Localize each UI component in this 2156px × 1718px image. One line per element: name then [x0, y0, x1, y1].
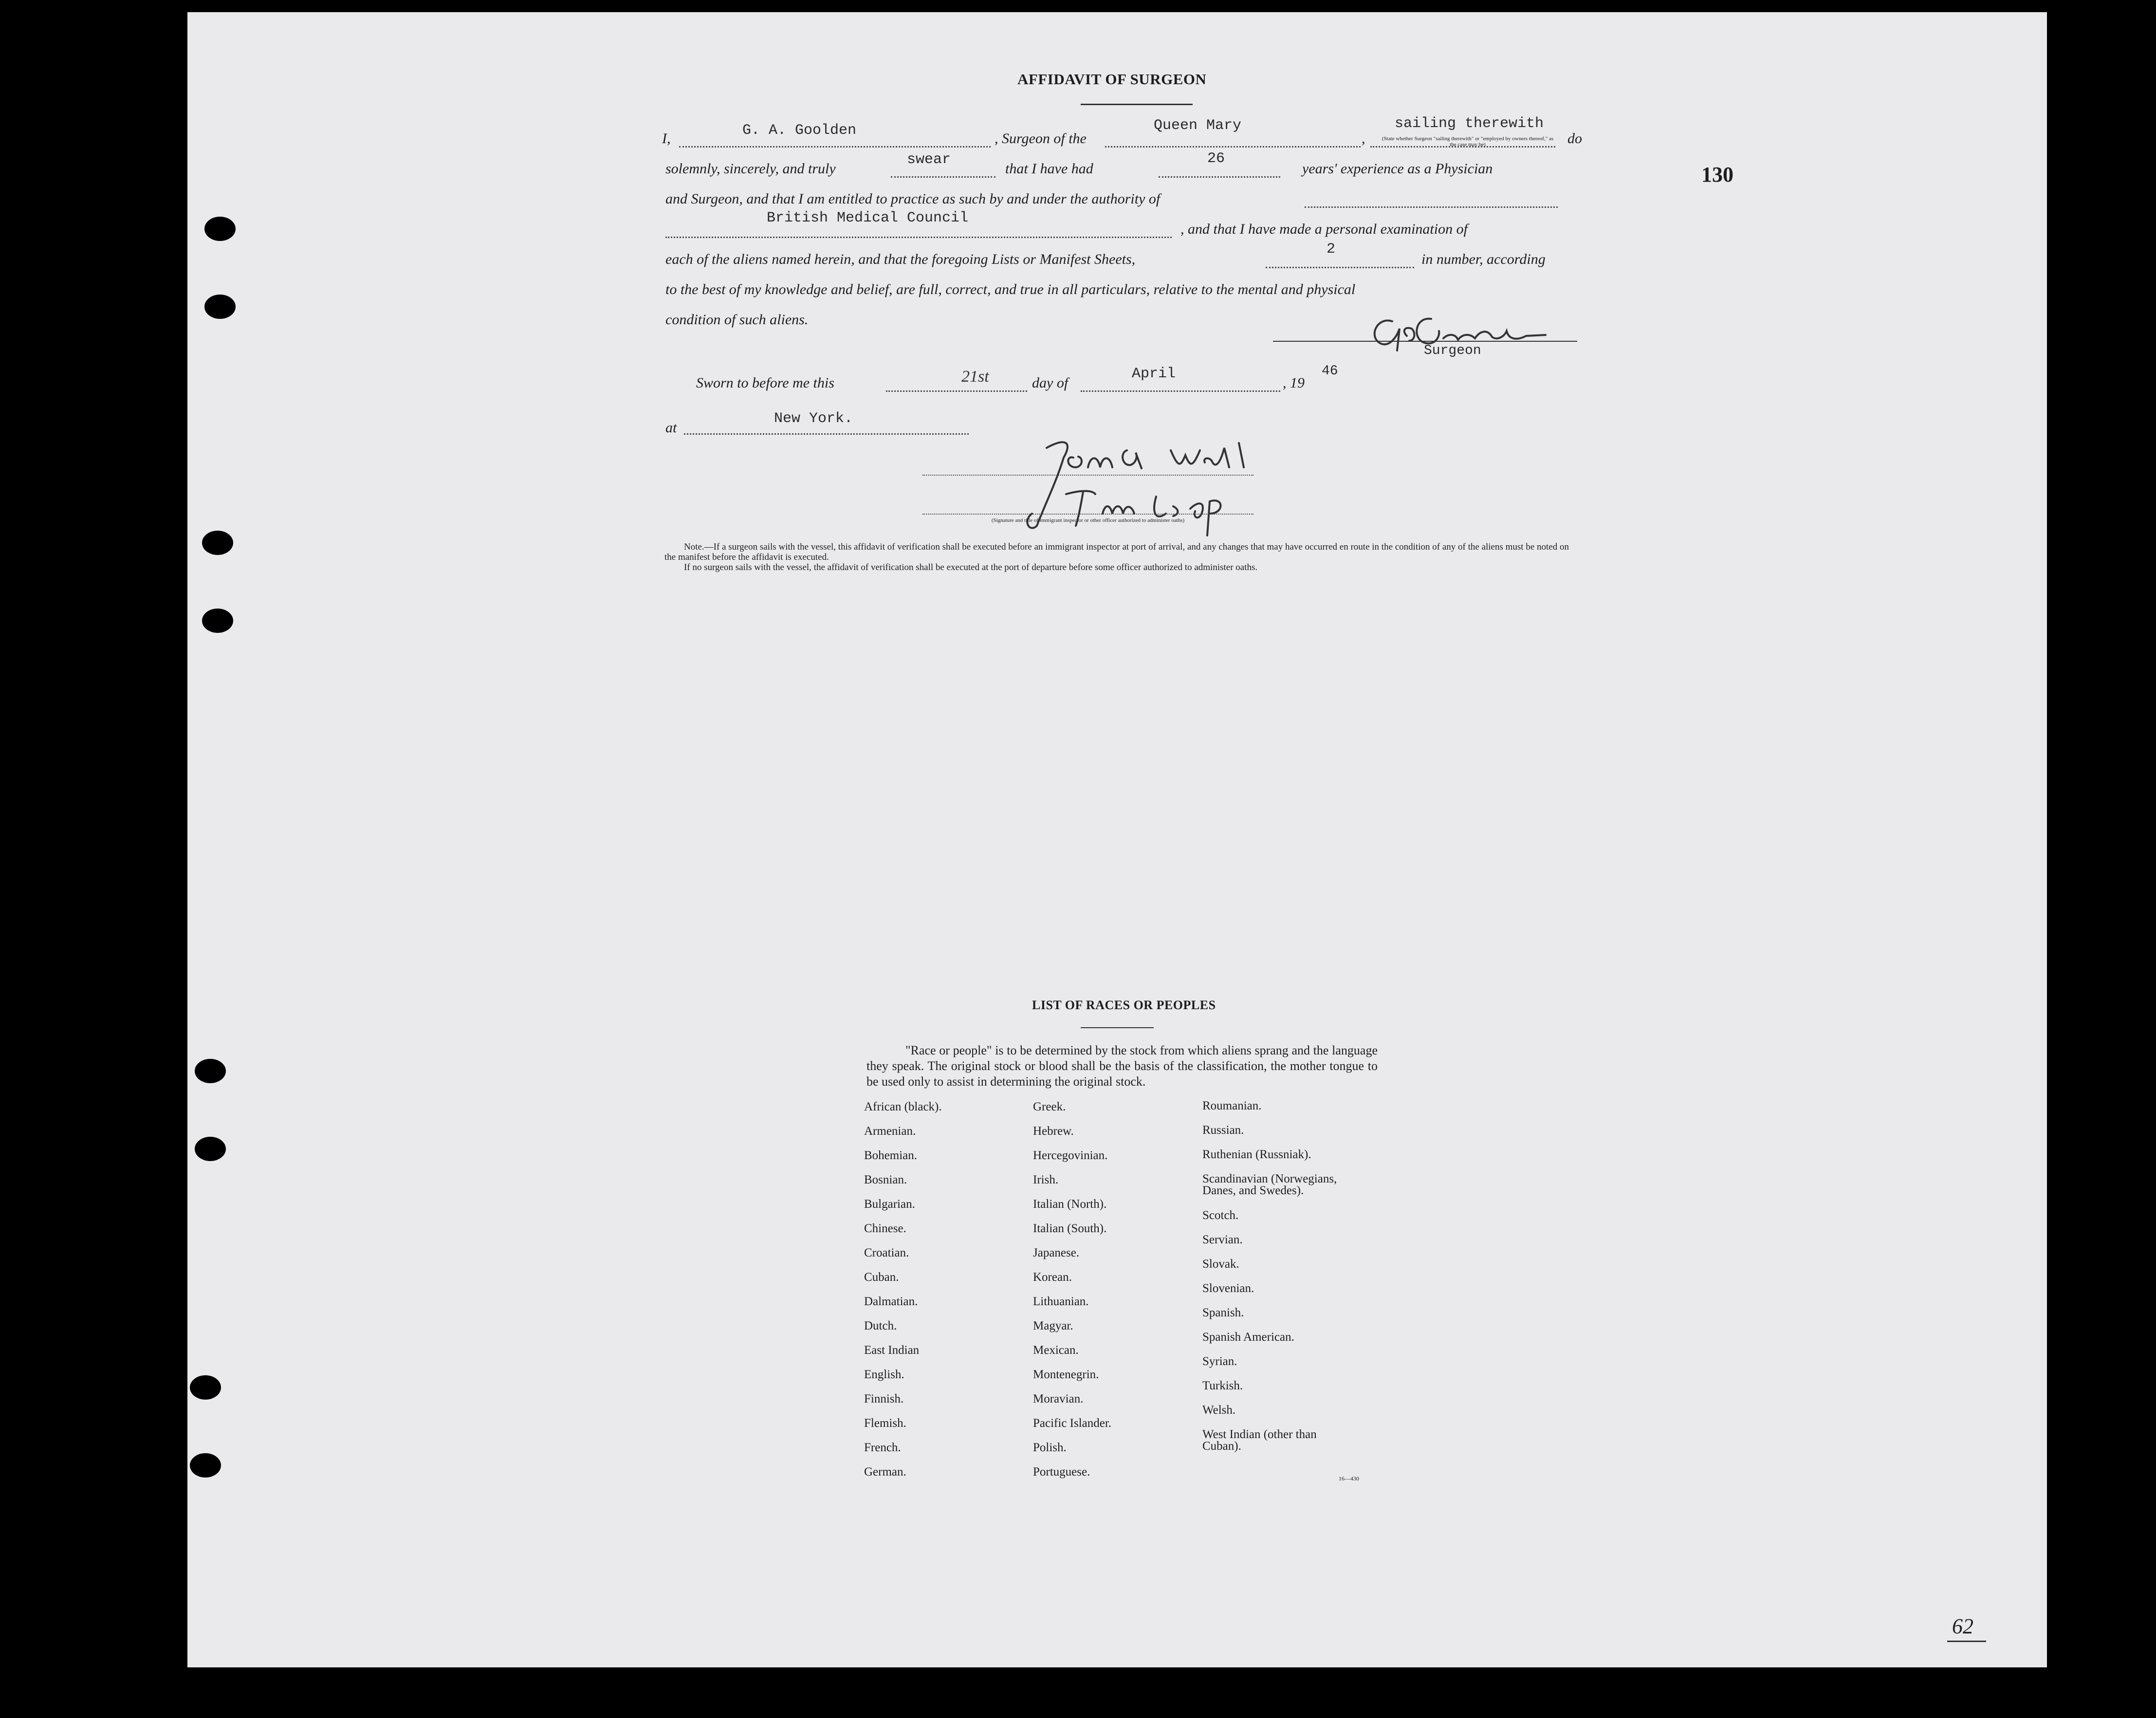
race-item: Montenegrin. [1033, 1368, 1099, 1381]
race-item: Moravian. [1033, 1392, 1084, 1405]
race-item: Ruthenian (Russniak). [1202, 1148, 1311, 1161]
officer-signature [1010, 428, 1283, 540]
binder-hole [190, 1453, 221, 1478]
officer-title-line [922, 514, 1253, 515]
officer-caption: (Signature and title of immigrant inspector or other officer authorized to administer oaths) [991, 517, 1185, 523]
affidavit-note-2: If no surgeon sails with the vessel, the affidavit of verification shall be executed at the port of departure before some officer authorized to administer oaths. [684, 562, 1258, 573]
race-item: Irish. [1033, 1173, 1059, 1186]
race-item: Scotch. [1202, 1209, 1239, 1222]
fill-line [684, 433, 969, 435]
affidavit-text: , and that I have made a personal examination of [1180, 221, 1468, 237]
binder-hole [195, 1059, 226, 1083]
binder-hole [204, 217, 236, 241]
affidavit-text: , 19 [1283, 375, 1305, 391]
race-item: Hercegovinian. [1033, 1149, 1108, 1162]
affidavit-text: that I have had [1005, 161, 1093, 177]
affidavit-text: Sworn to before me this [696, 375, 834, 391]
race-item: Italian (South). [1033, 1222, 1107, 1235]
race-item: Finnish. [864, 1392, 904, 1405]
race-item: Turkish. [1202, 1379, 1243, 1392]
fill-line [1266, 267, 1414, 268]
fill-line [1305, 206, 1558, 208]
licensing-authority: British Medical Council [767, 210, 969, 226]
fill-line [1081, 390, 1280, 392]
race-item: Korean. [1033, 1271, 1072, 1284]
race-item: Magyar. [1033, 1319, 1073, 1332]
affidavit-text: , [1362, 130, 1365, 147]
sworn-year: 46 [1322, 364, 1338, 379]
race-item: German. [864, 1465, 906, 1478]
race-item: Spanish American. [1202, 1330, 1294, 1344]
affidavit-note: Note.—If a surgeon sails with the vessel, this affidavit of verification shall be executed before an immigrant inspector at port of arrival, and any changes that may have occurred en route in the condition of any of the aliens must be noted on the manifest before the affidavit is executed. [664, 542, 1569, 562]
race-item: Welsh. [1202, 1404, 1236, 1417]
race-item: Servian. [1202, 1233, 1243, 1246]
officer-signature-line [922, 475, 1253, 476]
race-item: Greek. [1033, 1100, 1066, 1113]
fill-line [1105, 146, 1361, 148]
sailing-status: sailing therewith [1395, 115, 1544, 132]
race-item: English. [864, 1368, 904, 1381]
affidavit-text: , Surgeon of the [995, 130, 1087, 147]
form-code: 16—430 [1339, 1475, 1359, 1482]
years-count: 26 [1207, 150, 1225, 167]
race-item: Italian (North). [1033, 1198, 1107, 1211]
affidavit-text: do [1567, 130, 1582, 147]
race-item: Polish. [1033, 1441, 1067, 1454]
affidavit-text: day of [1032, 375, 1069, 391]
surgeon-label: Surgeon [1424, 343, 1481, 358]
affidavit-text: in number, according [1421, 251, 1546, 267]
affidavit-text: each of the aliens named herein, and that the foregoing Lists or Manifest Sheets, [665, 251, 1136, 267]
race-item: Cuban. [864, 1271, 899, 1284]
title-underline [1081, 104, 1193, 105]
fill-line [886, 390, 1027, 392]
binder-hole [190, 1375, 221, 1400]
binder-hole [204, 295, 236, 319]
corner-mark: 62 [1952, 1614, 1973, 1638]
fill-line [679, 146, 991, 148]
race-item: Chinese. [864, 1222, 906, 1235]
race-item: Armenian. [864, 1125, 916, 1138]
fill-line [1159, 176, 1280, 178]
sworn-day: 21st [961, 368, 989, 386]
ship-name: Queen Mary [1154, 117, 1242, 134]
race-item: Japanese. [1033, 1246, 1080, 1259]
race-item: Bohemian. [864, 1149, 918, 1162]
race-item: Dalmatian. [864, 1295, 918, 1308]
affidavit-text: years' experience as a Physician [1302, 161, 1493, 177]
binder-hole [195, 1137, 226, 1161]
affidavit-text: condition of such aliens. [665, 312, 809, 328]
race-item: Dutch. [864, 1319, 897, 1332]
race-item: West Indian (other than Cuban). [1202, 1428, 1317, 1453]
affidavit-text: to the best of my knowledge and belief, are full, correct, and true in all particulars, relative to the mental and physical [665, 281, 1356, 297]
affidavit-text: at [665, 420, 677, 436]
race-item: African (black). [864, 1100, 942, 1113]
page-number: 130 [1701, 163, 1733, 186]
race-item: Portuguese. [1033, 1465, 1090, 1478]
race-item: Croatian. [864, 1246, 909, 1259]
surgeon-signature-line [1273, 341, 1577, 342]
race-item: Roumanian. [1202, 1099, 1262, 1112]
race-item: Russian. [1202, 1124, 1244, 1137]
race-item: Slovak. [1202, 1257, 1239, 1271]
races-title: LIST OF RACES OR PEOPLES [1032, 998, 1216, 1012]
sheet-count: 2 [1327, 241, 1336, 258]
races-title-underline [1081, 1027, 1154, 1028]
affidavit-title: AFFIDAVIT OF SURGEON [1017, 71, 1207, 88]
binder-hole [202, 609, 233, 633]
status-hint: (State whether Surgeon "sailing therewith" or "employed by owners thereof," as the case may be) [1382, 136, 1554, 148]
race-item: French. [864, 1441, 901, 1454]
fill-line [665, 237, 1172, 238]
sworn-month: April [1132, 366, 1176, 382]
races-intro: "Race or people" is to be determined by the stock from which aliens sprang and the language they speak. The original stock or blood shall be the basis of the classification, the mother tongue to be used only to assist in determining the original stock. [866, 1043, 1378, 1089]
race-item: Syrian. [1202, 1355, 1237, 1368]
affidavit-text: I, [662, 130, 671, 147]
race-item: Mexican. [1033, 1344, 1079, 1357]
document-sheet [187, 12, 2047, 1667]
surgeon-name: G. A. Goolden [742, 122, 857, 139]
binder-hole [202, 531, 233, 555]
race-item: Pacific Islander. [1033, 1417, 1112, 1430]
race-item: Bulgarian. [864, 1198, 915, 1211]
race-item: Lithuanian. [1033, 1295, 1089, 1308]
affidavit-text: and Surgeon, and that I am entitled to practice as such by and under the authority of [665, 191, 1161, 207]
race-item: Hebrew. [1033, 1125, 1074, 1138]
race-item: Spanish. [1202, 1306, 1244, 1319]
race-item: Flemish. [864, 1417, 906, 1430]
fill-line [891, 176, 995, 178]
oath-word: swear [907, 151, 951, 168]
race-item: Bosnian. [864, 1173, 907, 1186]
affidavit-text: solemnly, sincerely, and truly [665, 161, 836, 177]
race-item: Slovenian. [1202, 1282, 1254, 1295]
race-item: East Indian [864, 1344, 920, 1357]
corner-mark-underline [1947, 1641, 1986, 1642]
sworn-place: New York. [774, 410, 853, 427]
race-item: Scandinavian (Norwegians, Danes, and Swedes). [1202, 1172, 1337, 1197]
